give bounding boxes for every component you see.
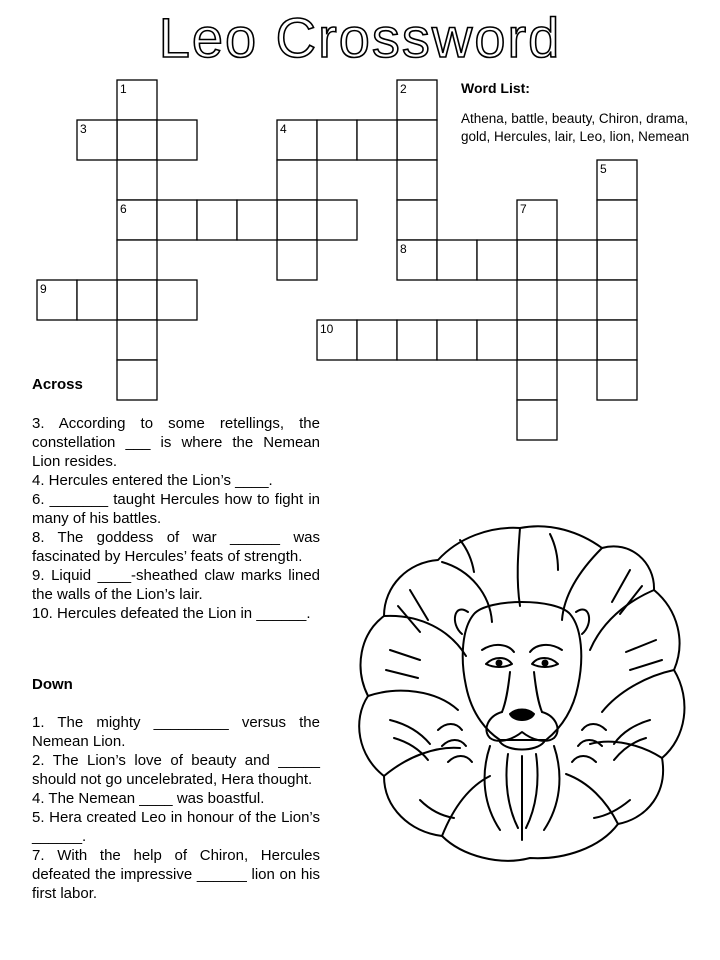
crossword-grid (0, 0, 720, 460)
grid-cell[interactable] (517, 400, 557, 440)
grid-cell[interactable] (597, 320, 637, 360)
grid-cell[interactable] (117, 280, 157, 320)
grid-cell[interactable] (357, 320, 397, 360)
grid-cell[interactable] (397, 160, 437, 200)
clue-across-6: 6. _______ taught Hercules how to fight in many of his battles. (32, 491, 320, 527)
grid-number-2: 2 (400, 82, 407, 96)
grid-cell[interactable] (117, 320, 157, 360)
grid-cell[interactable] (117, 120, 157, 160)
grid-cell[interactable] (277, 160, 317, 200)
grid-cell[interactable] (477, 240, 517, 280)
clue-down-1: 1. The mighty _________ versus the Nemean Lion. (32, 714, 320, 750)
clue-down-4: 4. The Nemean ____ was boastful. (32, 790, 265, 807)
grid-number-9: 9 (40, 282, 47, 296)
grid-cell[interactable] (397, 200, 437, 240)
grid-cell[interactable] (517, 240, 557, 280)
grid-number-6: 6 (120, 202, 127, 216)
grid-cell[interactable] (597, 280, 637, 320)
word-list: Athena, battle, beauty, Chiron, drama, gold, Hercules, lair, Leo, lion, Nemean (461, 111, 690, 144)
clue-down-5: 5. Hera created Leo in honour of the Lion’s ______. (32, 809, 320, 845)
grid-cell[interactable] (197, 200, 237, 240)
grid-cell[interactable] (77, 280, 117, 320)
clue-across-4: 4. Hercules entered the Lion’s ____. (32, 472, 273, 489)
grid-cell[interactable] (597, 240, 637, 280)
grid-number-1: 1 (120, 82, 127, 96)
grid-number-5: 5 (600, 162, 607, 176)
page-title-text: Leo Crossword (158, 6, 562, 69)
clue-across-9: 9. Liquid ____-sheathed claw marks lined the walls of the Lion’s lair. (32, 567, 320, 603)
grid-number-8: 8 (400, 242, 407, 256)
grid-cell[interactable] (517, 280, 557, 320)
grid-number-10: 10 (320, 322, 334, 336)
grid-cell[interactable] (317, 200, 357, 240)
grid-cell[interactable] (277, 240, 317, 280)
word-list-heading: Word List: (461, 80, 530, 96)
grid-number-4: 4 (280, 122, 287, 136)
grid-number-7: 7 (520, 202, 527, 216)
grid-cell[interactable] (557, 320, 597, 360)
grid-cell[interactable] (437, 320, 477, 360)
grid-cell[interactable] (517, 360, 557, 400)
grid-cell[interactable] (317, 120, 357, 160)
grid-cell[interactable] (437, 240, 477, 280)
clue-across-10: 10. Hercules defeated the Lion in ______. (32, 605, 311, 622)
clue-across-8: 8. The goddess of war ______ was fascinated by Hercules’ feats of strength. (32, 529, 320, 565)
down-heading: Down (32, 676, 73, 693)
grid-cell[interactable] (557, 240, 597, 280)
grid-cell[interactable] (597, 200, 637, 240)
grid-cell[interactable] (357, 120, 397, 160)
grid-cell[interactable] (397, 320, 437, 360)
grid-cell[interactable] (517, 320, 557, 360)
grid-cell[interactable] (117, 240, 157, 280)
grid-cell[interactable] (157, 120, 197, 160)
across-clues (32, 414, 320, 623)
grid-cell[interactable] (157, 280, 197, 320)
lion-illustration (350, 510, 695, 870)
grid-number-3: 3 (80, 122, 87, 136)
grid-cell[interactable] (477, 320, 517, 360)
grid-cell[interactable] (277, 200, 317, 240)
grid-cell[interactable] (397, 120, 437, 160)
clue-down-7: 7. With the help of Chiron, Hercules defeated the impressive ______ lion on his first labor. (32, 847, 320, 902)
down-clues (32, 713, 320, 903)
across-heading: Across (32, 376, 83, 393)
grid-cell[interactable] (157, 200, 197, 240)
clue-across-3: 3. According to some retellings, the constellation ___ is where the Nemean Lion resides. (32, 415, 320, 470)
grid-cell[interactable] (597, 360, 637, 400)
grid-cell[interactable] (237, 200, 277, 240)
clue-down-2: 2. The Lion’s love of beauty and _____ should not go uncelebrated, Hera thought. (32, 752, 320, 788)
grid-cell[interactable] (117, 160, 157, 200)
grid-cell[interactable] (117, 360, 157, 400)
